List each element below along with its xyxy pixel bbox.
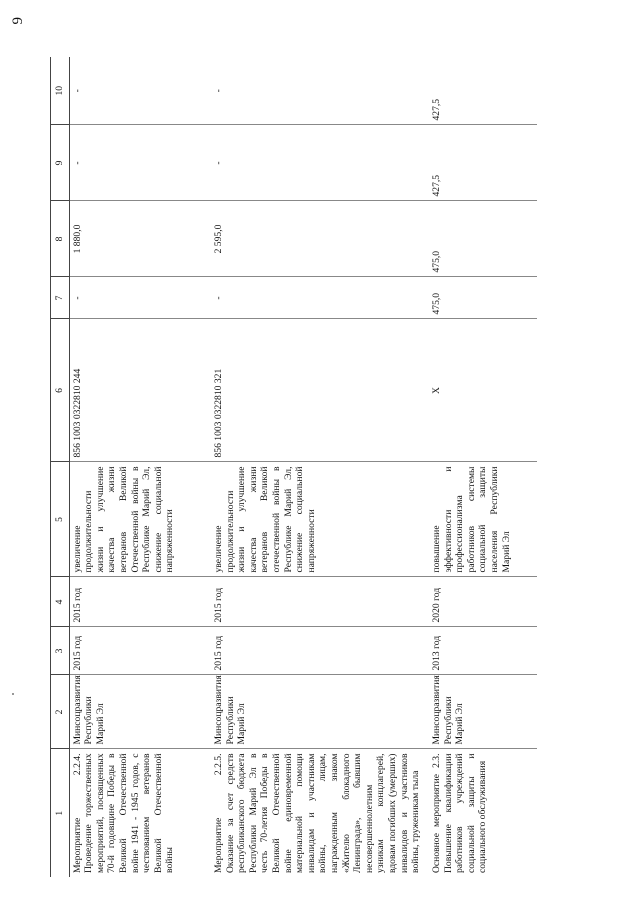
budget-code-cell: 856 1003 0322810 321 <box>211 319 429 462</box>
expected-result-cell: повышение эффективности и профессионализма работников системы социальной защиты населения Республики Марий Эл <box>429 462 537 577</box>
header-row <box>51 57 70 877</box>
executor-cell: Минсоцразвития Республики Марий Эл <box>211 675 429 749</box>
value-cell-2013: 475,0 <box>429 277 537 319</box>
start-year-cell: 2015 год <box>211 627 429 675</box>
program-table <box>50 57 537 877</box>
value-cell-2015: 427,5 <box>429 125 537 201</box>
end-year-cell: 2015 год <box>69 577 211 627</box>
measure-name-cell: Мероприятие 2.2.4. Проведение торжественных мероприятий, посвященных 70-й годовщине Победы в Великой Отечественной войне 1941 - 1945 годов, с чествованием ветеранов Великой Отечественной войны <box>71 753 176 873</box>
value-cell-2013: - <box>211 277 429 319</box>
column-header: 3 <box>51 627 70 675</box>
value-cell-2015: - <box>211 125 429 201</box>
column-header: 9 <box>51 125 70 201</box>
value-cell-2015: - <box>69 125 211 201</box>
start-year-cell: 2015 год <box>69 627 211 675</box>
value-cell-2016: 427,5 <box>429 57 537 125</box>
expected-result-cell: увеличение продолжительности жизни и улучшение качества жизни ветеранов Великой отечественной войны в Республике Марий Эл, снижение социальной напряженности <box>211 462 429 577</box>
end-year-cell: 2020 год <box>429 577 537 627</box>
table-row <box>429 57 537 877</box>
value-cell-2016: - <box>211 57 429 125</box>
column-header: 6 <box>51 319 70 462</box>
expected-result-cell: увеличение продолжительности жизни и улучшение качества жизни ветеранов Великой Отечественной войны в Республике Марий Эл, снижение социальной напряженности <box>69 462 211 577</box>
budget-code-cell: 856 1003 0322810 244 <box>69 319 211 462</box>
start-year-cell: 2013 год <box>429 627 537 675</box>
measure-name-cell: Мероприятие 2.2.5. Оказание за счет средств республиканского бюджета Республики Марий Эл в честь 70-летия Победы в Великой Отечественной войне единовременной материальной помощи инвалидам и участникам войны, лицам, награжденным знаком «Жителю блокадного Ленинграда», бывшим несовершеннолетним узникам концлагерей, вдовам погибших (умерших) инвалидов и участников войны, труженикам тыла <box>213 753 422 873</box>
value-cell-2013: - <box>69 277 211 319</box>
table-row <box>69 57 211 877</box>
value-cell-2014: 2 595,0 <box>211 201 429 277</box>
column-header: 8 <box>51 201 70 277</box>
executor-cell: Минсоцразвития Республики Марий Эл <box>69 675 211 749</box>
column-header: 1 <box>51 749 70 877</box>
column-header: 5 <box>51 462 70 577</box>
table-row <box>211 57 429 877</box>
value-cell-2014: 1 880,0 <box>69 201 211 277</box>
column-header: 4 <box>51 577 70 627</box>
value-cell-2014: 475,0 <box>429 201 537 277</box>
value-cell-2016: - <box>69 57 211 125</box>
executor-cell: Минсоцразвития Республики Марий Эл <box>429 675 537 749</box>
scan-speck <box>12 693 14 695</box>
column-header: 7 <box>51 277 70 319</box>
page-number: 9 <box>10 17 26 25</box>
column-header: 2 <box>51 675 70 749</box>
end-year-cell: 2015 год <box>211 577 429 627</box>
measure-name-cell: Основное мероприятие 2.3. Повышение квалификации работников учреждений социальной защиты и социального обслуживания <box>431 753 489 873</box>
column-header: 10 <box>51 57 70 125</box>
budget-code-cell: X <box>429 319 537 462</box>
